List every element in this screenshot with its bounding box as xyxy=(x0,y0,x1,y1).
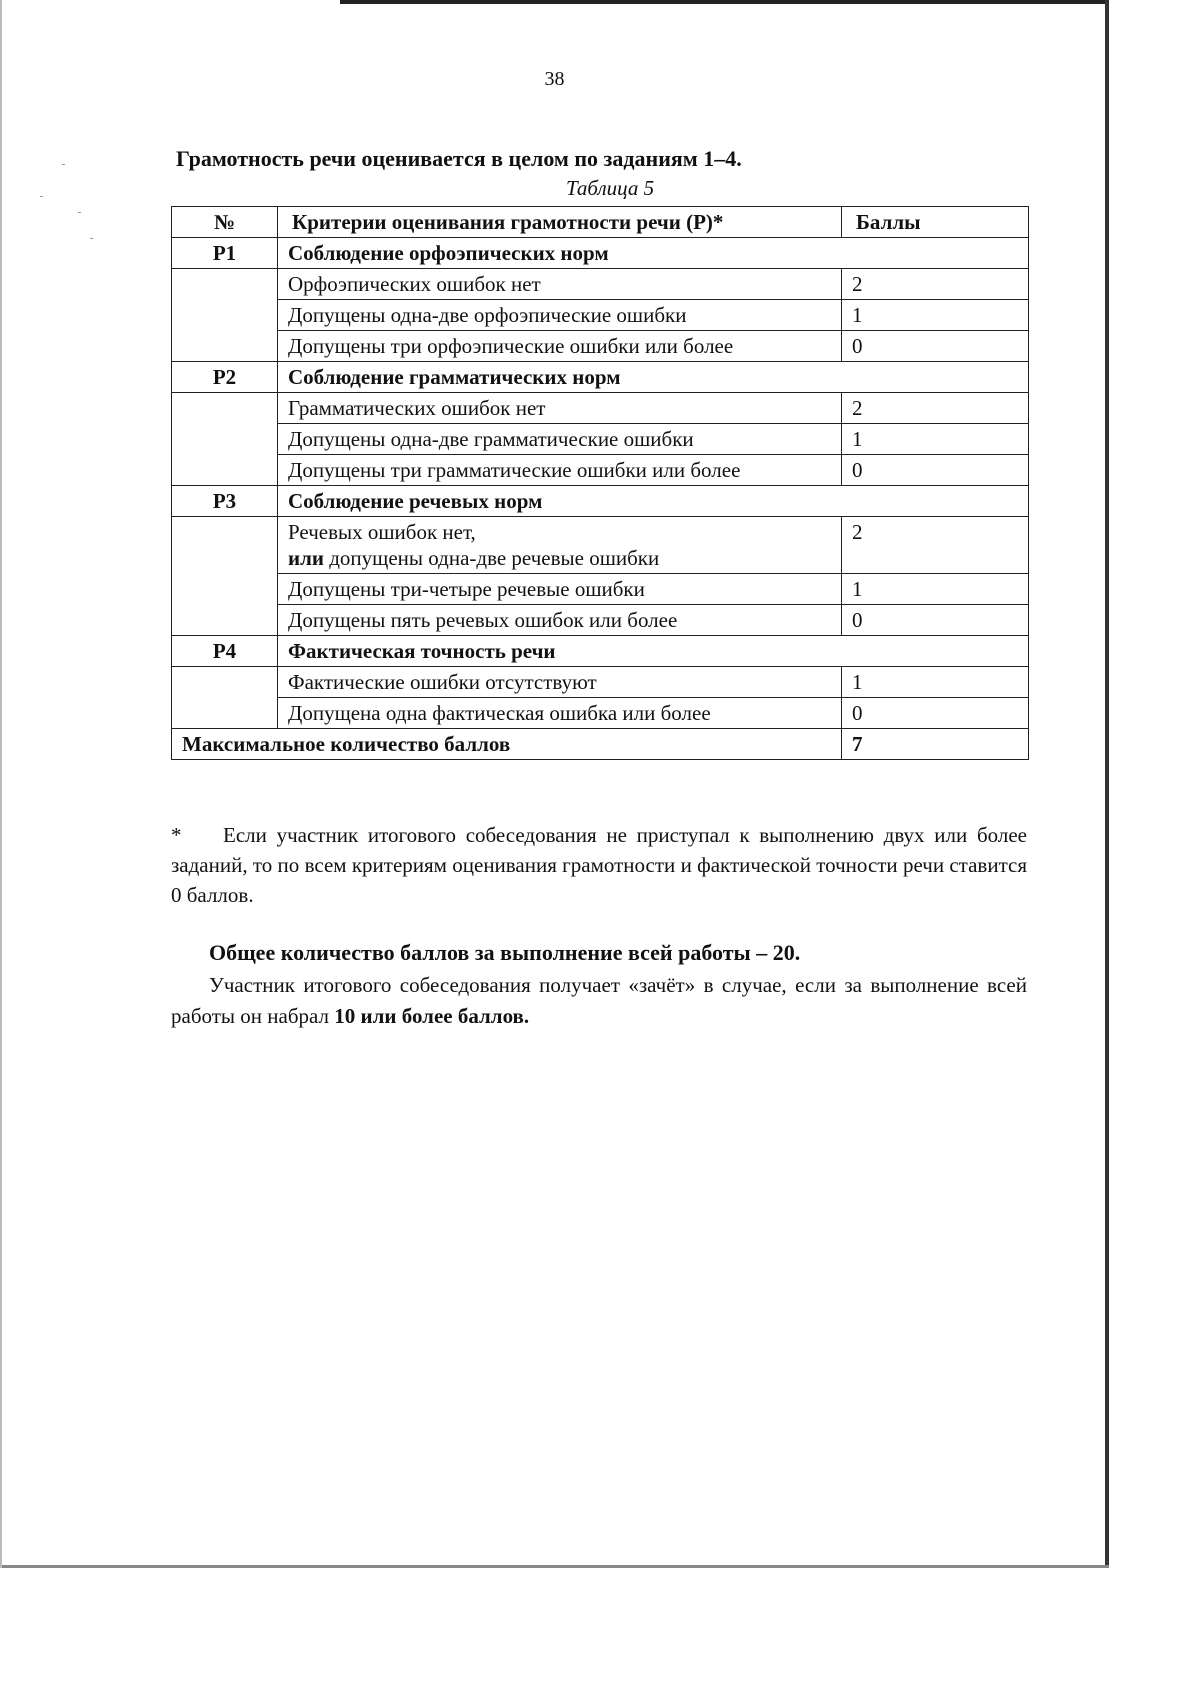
table-row xyxy=(172,574,1029,605)
criteria-table xyxy=(171,206,1029,760)
table-row xyxy=(172,331,1029,362)
points-value: 1 xyxy=(842,424,1029,455)
footnote-mark: * xyxy=(171,823,182,847)
criterion-text-line: допущены одна-две речевые ошибки xyxy=(329,546,660,570)
criterion-title: Соблюдение грамматических норм xyxy=(278,362,1029,393)
blank-cell xyxy=(172,667,278,729)
section-row-r3 xyxy=(172,486,1029,517)
scan-speck xyxy=(90,238,93,239)
criterion-text: Допущены три грамматические ошибки или более xyxy=(278,455,842,486)
criterion-text: Допущены пять речевых ошибок или более xyxy=(278,605,842,636)
result-threshold: 10 или более баллов. xyxy=(334,1004,530,1028)
table-row xyxy=(172,393,1029,424)
criterion-text-bold: или xyxy=(288,546,324,570)
total-points: 7 xyxy=(842,729,1029,760)
points-value: 1 xyxy=(842,667,1029,698)
total-label: Максимальное количество баллов xyxy=(172,729,842,760)
criterion-title: Фактическая точность речи xyxy=(278,636,1029,667)
points-value: 0 xyxy=(842,698,1029,729)
scan-speck xyxy=(78,212,81,213)
criterion-text-line: Речевых ошибок нет, xyxy=(288,520,476,544)
table-row xyxy=(172,667,1029,698)
criterion-code: Р4 xyxy=(172,636,278,667)
criterion-text: Орфоэпических ошибок нет xyxy=(278,269,842,300)
blank-cell xyxy=(172,517,278,636)
table-row xyxy=(172,300,1029,331)
scan-speck xyxy=(40,196,43,197)
criterion-text: Допущены три орфоэпические ошибки или более xyxy=(278,331,842,362)
footnote xyxy=(171,820,1027,910)
criterion-text: Допущена одна фактическая ошибка или более xyxy=(278,698,842,729)
table-row xyxy=(172,424,1029,455)
points-value: 2 xyxy=(842,393,1029,424)
criterion-code: Р1 xyxy=(172,238,278,269)
section-row-r1 xyxy=(172,238,1029,269)
points-value: 2 xyxy=(842,517,1029,574)
criterion-code: Р2 xyxy=(172,362,278,393)
points-value: 1 xyxy=(842,574,1029,605)
criterion-title: Соблюдение речевых норм xyxy=(278,486,1029,517)
criterion-text: Допущены три-четыре речевые ошибки xyxy=(278,574,842,605)
table-header-row xyxy=(172,207,1029,238)
header-points: Баллы xyxy=(842,207,1029,238)
scan-edge-top xyxy=(340,0,1109,4)
table-caption: Таблица 5 xyxy=(566,176,655,200)
result-text: Участник итогового собеседования получает «зачёт» в случае, если за выполнение всей работы он набрал xyxy=(171,973,1027,1028)
criterion-text: Допущены одна-две грамматические ошибки xyxy=(278,424,842,455)
criterion-text: Допущены одна-две орфоэпические ошибки xyxy=(278,300,842,331)
criterion-code: Р3 xyxy=(172,486,278,517)
table-row xyxy=(172,269,1029,300)
page-number: 38 xyxy=(544,68,565,90)
points-value: 1 xyxy=(842,300,1029,331)
section-heading: Грамотность речи оценивается в целом по заданиям 1–4. xyxy=(176,146,742,171)
criterion-text xyxy=(278,517,842,574)
table-row xyxy=(172,517,1029,574)
blank-cell xyxy=(172,269,278,362)
header-num: № xyxy=(172,207,278,238)
section-row-r2 xyxy=(172,362,1029,393)
scan-edge-bottom xyxy=(0,1565,1109,1568)
result-paragraph xyxy=(171,970,1027,1032)
points-value: 2 xyxy=(842,269,1029,300)
criterion-text: Фактические ошибки отсутствуют xyxy=(278,667,842,698)
points-value: 0 xyxy=(842,455,1029,486)
criterion-text: Грамматических ошибок нет xyxy=(278,393,842,424)
footnote-text: Если участник итогового собеседования не приступал к выполнению двух или более заданий, то по всем критериям оценивания грамотности и фактической точности речи ставится 0 баллов. xyxy=(171,823,1027,907)
header-criteria: Критерии оценивания грамотности речи (Р)* xyxy=(278,207,842,238)
table-row xyxy=(172,455,1029,486)
scan-edge-left xyxy=(0,0,2,1568)
points-value: 0 xyxy=(842,605,1029,636)
criterion-title: Соблюдение орфоэпических норм xyxy=(278,238,1029,269)
summary-heading: Общее количество баллов за выполнение всей работы – 20. xyxy=(209,940,801,965)
scan-edge-right xyxy=(1105,0,1109,1568)
total-row xyxy=(172,729,1029,760)
scan-speck xyxy=(62,164,65,165)
points-value: 0 xyxy=(842,331,1029,362)
blank-cell xyxy=(172,393,278,486)
table-row xyxy=(172,605,1029,636)
section-row-r4 xyxy=(172,636,1029,667)
table-row xyxy=(172,698,1029,729)
